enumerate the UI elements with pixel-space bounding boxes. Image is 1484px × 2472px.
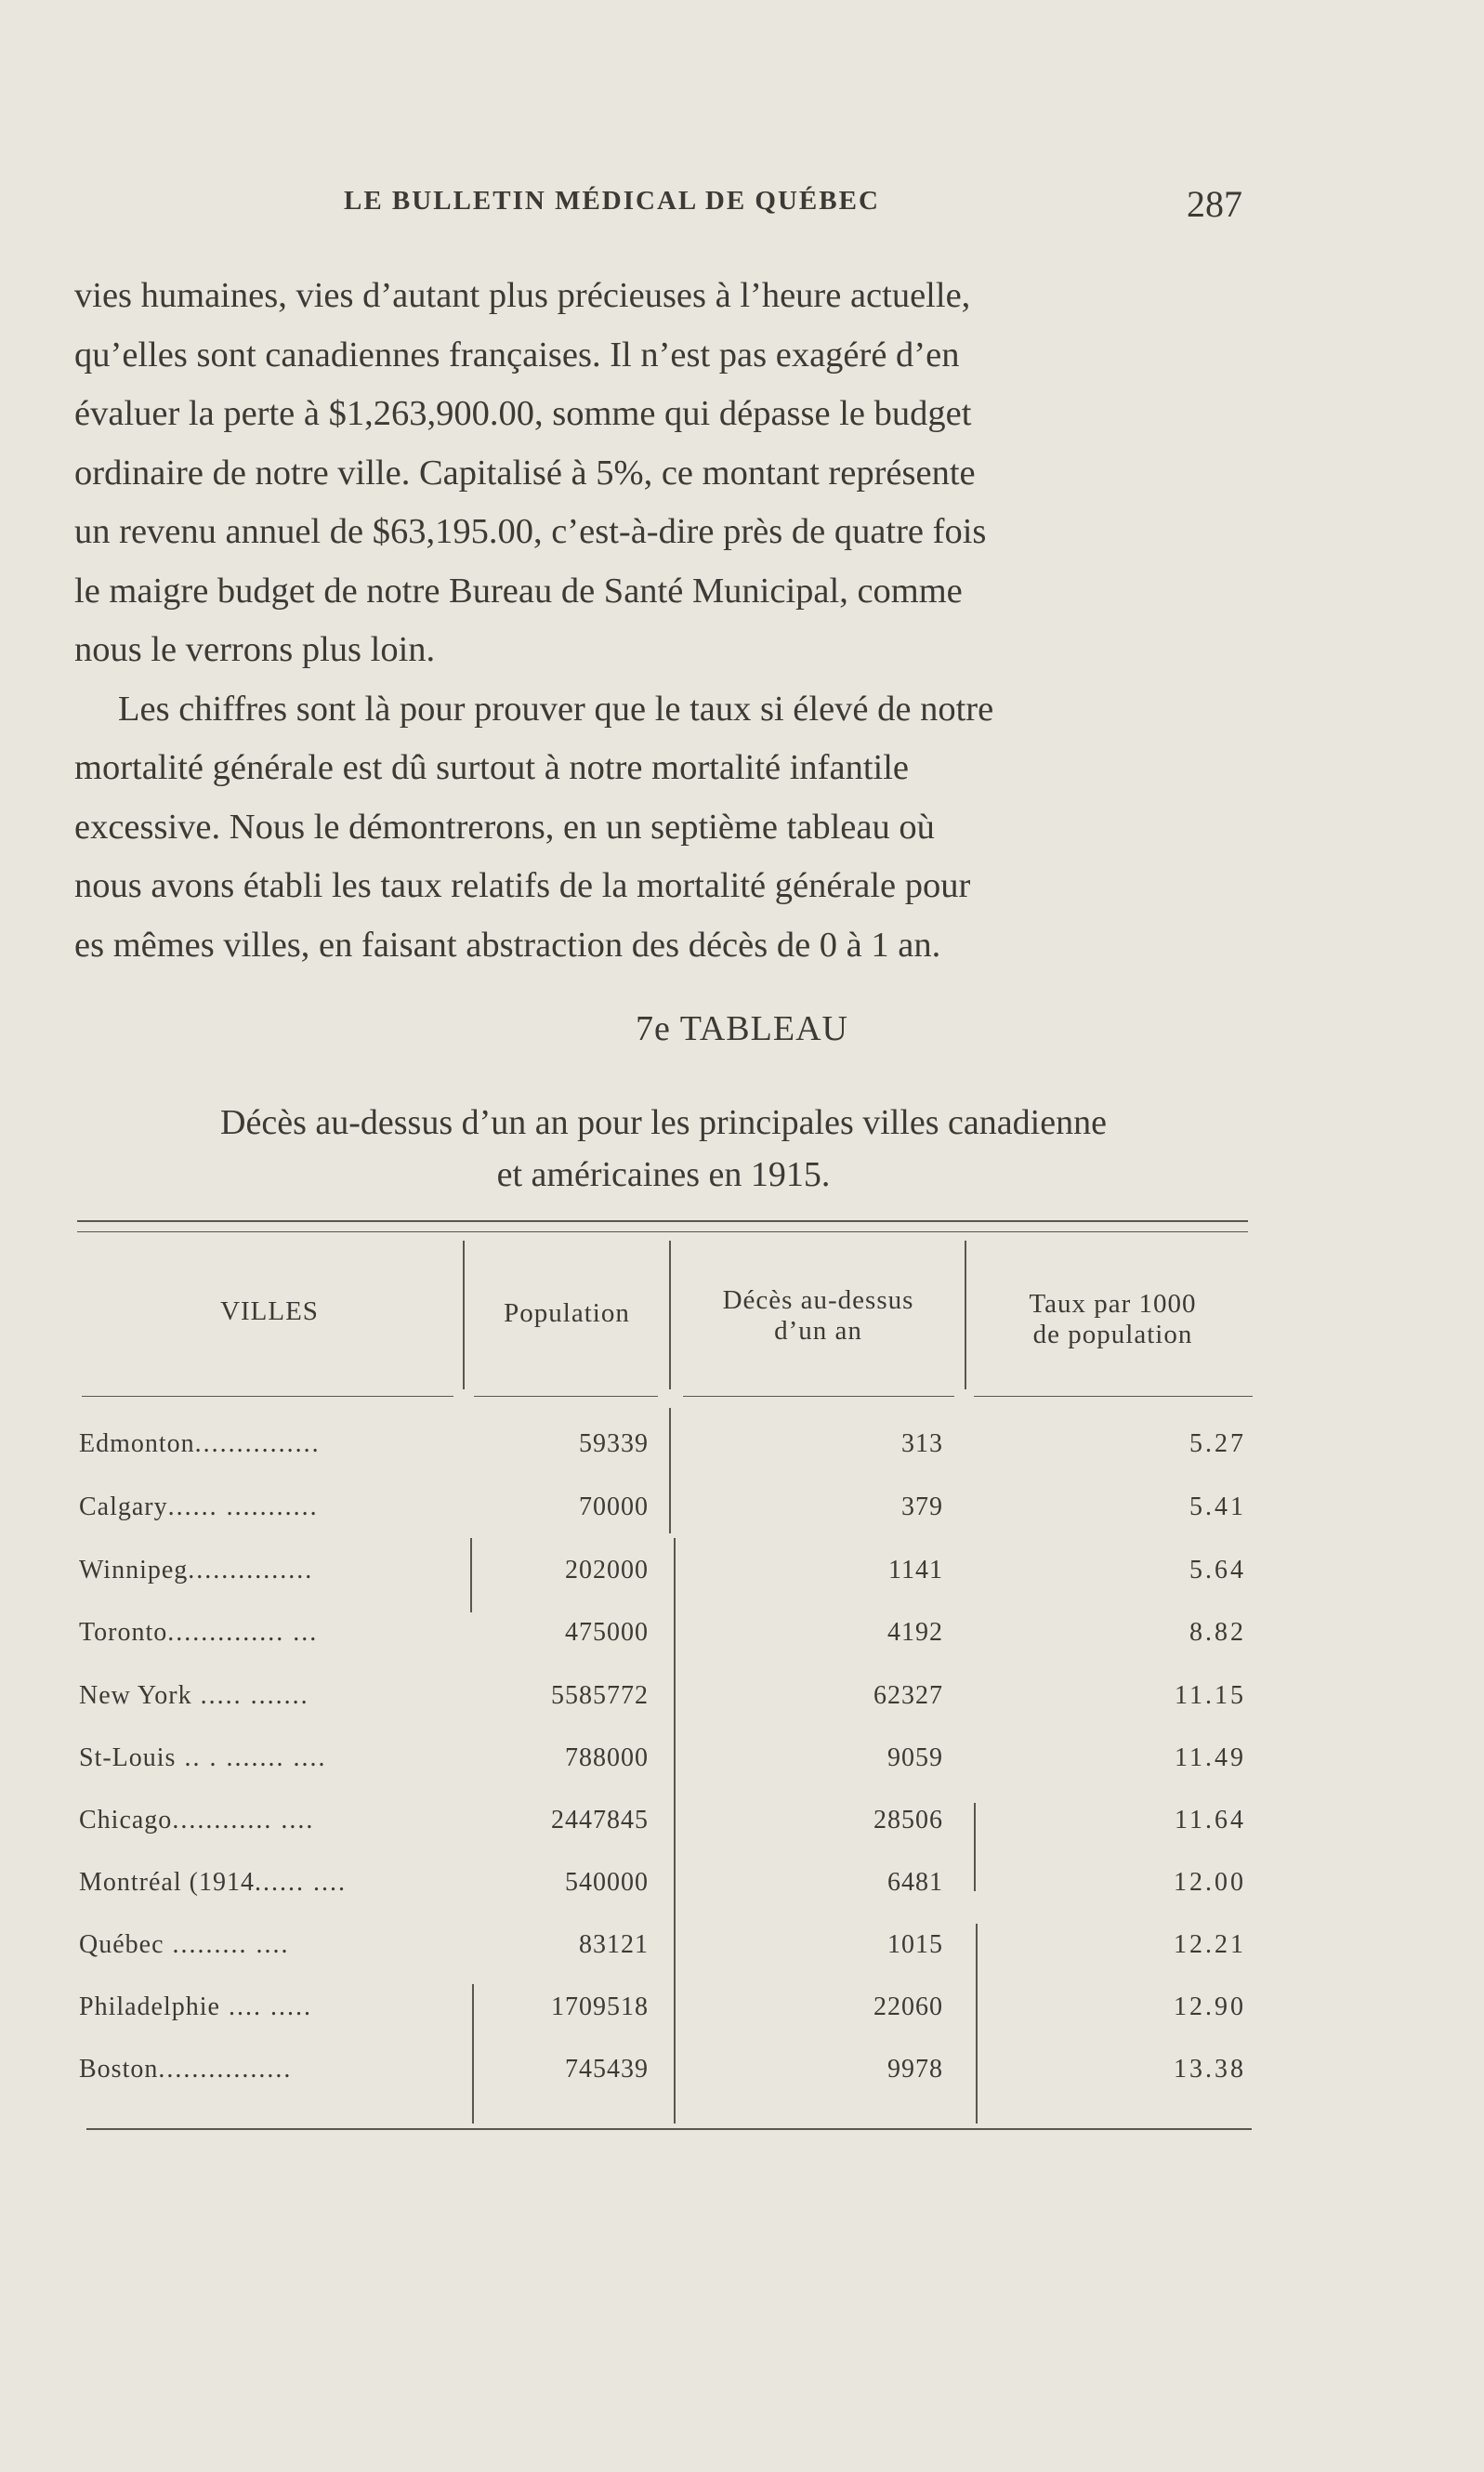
text-line: le maigre budget de notre Bureau de Santé Municipal, comme bbox=[74, 571, 963, 611]
table-row bbox=[0, 1868, 1484, 1905]
caption-line: et américaines en 1915. bbox=[496, 1155, 831, 1194]
deaths-cell: 313 bbox=[901, 1429, 943, 1458]
deaths-cell: 4192 bbox=[887, 1618, 943, 1647]
table-row bbox=[0, 1429, 1484, 1466]
rate-cell: 5.27 bbox=[1189, 1429, 1246, 1458]
deaths-cell: 379 bbox=[901, 1492, 943, 1521]
header-underline bbox=[683, 1396, 954, 1397]
running-head bbox=[0, 182, 1484, 225]
column-header-deces bbox=[676, 1285, 960, 1347]
city-cell bbox=[79, 1930, 460, 1960]
column-header-label: Population bbox=[504, 1298, 630, 1328]
city-cell bbox=[79, 1429, 460, 1459]
city-name: Montréal (1914 bbox=[79, 1868, 255, 1897]
column-header-taux bbox=[971, 1289, 1254, 1350]
paragraph bbox=[74, 680, 1253, 976]
leader-dots: ...... .... bbox=[254, 1868, 347, 1897]
city-cell bbox=[79, 1806, 460, 1835]
text-line: es mêmes villes, en faisant abstraction des décès de 0 à 1 an. bbox=[74, 925, 941, 965]
city-name: Philadelphie bbox=[79, 1992, 220, 2021]
population-cell: 1709518 bbox=[551, 1992, 649, 2021]
leader-dots: .... ..... bbox=[219, 1992, 312, 2021]
text-line: vies humaines, vies d’autant plus précieuses à l’heure actuelle, bbox=[74, 276, 971, 315]
city-cell bbox=[79, 1556, 460, 1585]
table-row bbox=[0, 1618, 1484, 1655]
city-cell bbox=[79, 1743, 460, 1773]
header-underline bbox=[974, 1396, 1253, 1397]
table-top-rule bbox=[77, 1220, 1248, 1222]
table-caption bbox=[74, 1097, 1253, 1201]
rate-cell: 5.41 bbox=[1189, 1492, 1246, 1521]
city-name: New York bbox=[79, 1681, 192, 1710]
column-header-label: VILLES bbox=[220, 1296, 319, 1326]
city-cell bbox=[79, 1992, 460, 2022]
leader-dots: ............... bbox=[188, 1556, 314, 1584]
column-header-label: d’un an bbox=[774, 1316, 862, 1346]
city-cell bbox=[79, 1681, 460, 1711]
deaths-cell: 1141 bbox=[888, 1556, 943, 1584]
text-line: excessive. Nous le démontrerons, en un septième tableau où bbox=[74, 807, 935, 847]
text-line: un revenu annuel de $63,195.00, c’est-à-dire près de quatre fois bbox=[74, 512, 987, 551]
table-bottom-rule bbox=[86, 2128, 1252, 2130]
column-header-label: Taux par 1000 bbox=[1029, 1289, 1197, 1319]
deaths-cell: 1015 bbox=[887, 1930, 943, 1959]
city-name: St-Louis bbox=[79, 1743, 177, 1772]
population-cell: 5585772 bbox=[551, 1681, 649, 1710]
rate-cell: 11.49 bbox=[1175, 1743, 1246, 1772]
deaths-cell: 62327 bbox=[873, 1681, 943, 1710]
leader-dots: ......... .... bbox=[164, 1930, 290, 1959]
deaths-cell: 28506 bbox=[873, 1806, 943, 1834]
table-top-rule-inner bbox=[77, 1231, 1248, 1232]
leader-dots: ..... ....... bbox=[191, 1681, 309, 1710]
rate-cell: 11.15 bbox=[1175, 1681, 1246, 1710]
rate-cell: 8.82 bbox=[1189, 1618, 1246, 1647]
column-header-label: Décès au-dessus bbox=[722, 1285, 914, 1315]
population-cell: 202000 bbox=[565, 1556, 649, 1584]
column-header-label: de population bbox=[1032, 1320, 1193, 1349]
text-line: ordinaire de notre ville. Capitalisé à 5%, ce montant représente bbox=[74, 453, 976, 493]
deaths-cell: 9059 bbox=[887, 1743, 943, 1772]
city-name: Boston bbox=[79, 2055, 159, 2084]
city-name: Québec bbox=[79, 1930, 164, 1959]
page-number: 287 bbox=[1187, 183, 1242, 225]
rate-cell: 12.21 bbox=[1174, 1930, 1246, 1959]
column-divider bbox=[669, 1241, 671, 1389]
column-header-population bbox=[469, 1298, 664, 1329]
paragraph bbox=[74, 267, 1253, 680]
column-header-villes bbox=[84, 1296, 455, 1327]
population-cell: 83121 bbox=[579, 1930, 649, 1959]
table-row bbox=[0, 2055, 1484, 2092]
population-cell: 70000 bbox=[579, 1492, 649, 1521]
table-row bbox=[0, 1743, 1484, 1781]
leader-dots: .............. ... bbox=[167, 1618, 319, 1647]
rate-cell: 12.90 bbox=[1174, 1992, 1246, 2021]
table-row bbox=[0, 1556, 1484, 1593]
population-cell: 475000 bbox=[565, 1618, 649, 1647]
rate-cell: 5.64 bbox=[1189, 1556, 1246, 1584]
leader-dots: ...... ........... bbox=[167, 1492, 319, 1521]
text-line: Les chiffres sont là pour prouver que le taux si élevé de notre bbox=[118, 689, 994, 729]
table-row bbox=[0, 1992, 1484, 2030]
city-cell bbox=[79, 1492, 460, 1522]
city-cell bbox=[79, 2055, 460, 2084]
city-name: Calgary bbox=[79, 1492, 168, 1521]
text-line: nous le verrons plus loin. bbox=[74, 630, 436, 669]
population-cell: 2447845 bbox=[551, 1806, 649, 1834]
city-name: Edmonton bbox=[79, 1429, 195, 1458]
leader-dots: ............... bbox=[194, 1429, 321, 1458]
population-cell: 788000 bbox=[565, 1743, 649, 1772]
text-line: mortalité générale est dû surtout à notre mortalité infantile bbox=[74, 748, 910, 787]
header-underline bbox=[474, 1396, 658, 1397]
leader-dots: ................ bbox=[158, 2055, 293, 2084]
city-name: Chicago bbox=[79, 1806, 173, 1834]
city-name: Winnipeg bbox=[79, 1556, 189, 1584]
text-line: qu’elles sont canadiennes françaises. Il n’est pas exagéré d’en bbox=[74, 335, 960, 375]
column-divider bbox=[965, 1241, 966, 1389]
caption-line: Décès au-dessus d’un an pour les principales villes canadienne bbox=[220, 1103, 1107, 1142]
table-row bbox=[0, 1492, 1484, 1530]
rate-cell: 11.64 bbox=[1175, 1806, 1246, 1834]
column-divider bbox=[463, 1241, 465, 1389]
body-text bbox=[74, 267, 1253, 975]
rate-cell: 12.00 bbox=[1174, 1868, 1246, 1897]
table-row bbox=[0, 1930, 1484, 1967]
deaths-cell: 9978 bbox=[887, 2055, 943, 2084]
text-line: nous avons établi les taux relatifs de la mortalité générale pour bbox=[74, 866, 971, 905]
text-line: évaluer la perte à $1,263,900.00, somme qui dépasse le budget bbox=[74, 394, 972, 433]
rate-cell: 13.38 bbox=[1174, 2055, 1246, 2084]
table-row bbox=[0, 1806, 1484, 1843]
table-heading: 7e TABLEAU bbox=[636, 1009, 848, 1048]
population-cell: 540000 bbox=[565, 1868, 649, 1897]
table-row bbox=[0, 1681, 1484, 1718]
running-title: LE BULLETIN MÉDICAL DE QUÉBEC bbox=[344, 186, 880, 216]
city-name: Toronto bbox=[79, 1618, 168, 1647]
header-underline bbox=[82, 1396, 453, 1397]
deaths-cell: 6481 bbox=[887, 1868, 943, 1897]
population-cell: 59339 bbox=[579, 1429, 649, 1458]
population-cell: 745439 bbox=[565, 2055, 649, 2084]
leader-dots: .. . ....... .... bbox=[176, 1743, 327, 1772]
city-cell bbox=[79, 1868, 460, 1898]
leader-dots: ............ .... bbox=[172, 1806, 315, 1834]
deaths-cell: 22060 bbox=[873, 1992, 943, 2021]
city-cell bbox=[79, 1618, 460, 1648]
